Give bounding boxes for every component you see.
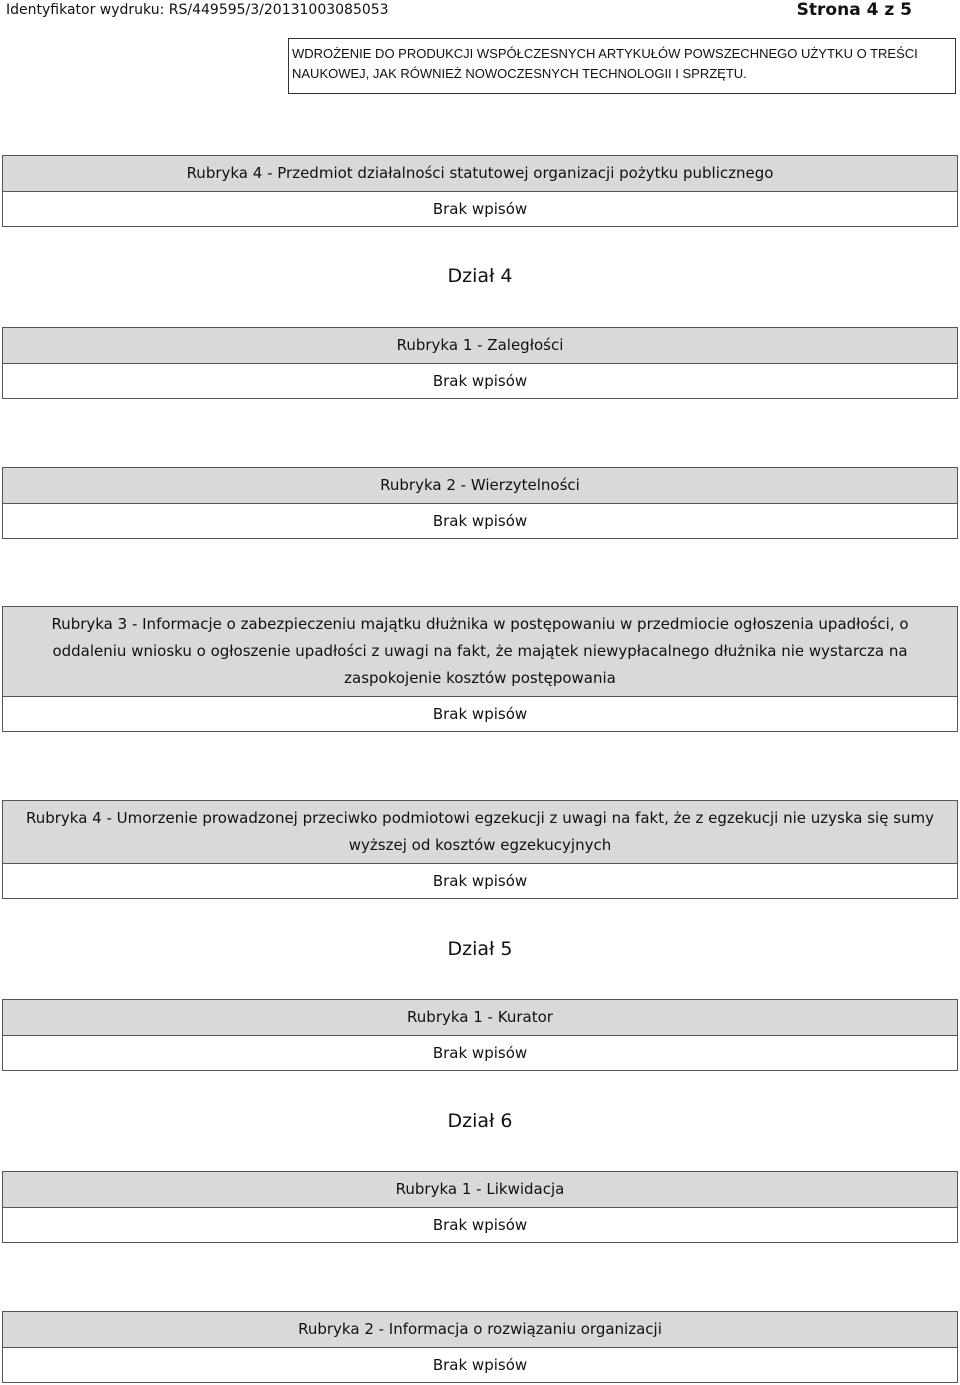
rubric-table [2,999,958,1071]
rubric-value: Brak wpisów [432,512,528,530]
rubric-table [2,467,958,539]
rubric-title: Rubryka 3 - Informacje o zabezpieczeniu majątku dłużnika w postępowaniu w przedmiocie ogłoszenia upadłości, o oddaleniu wniosku o ogłoszenie upadłości z uwagi na fakt, że majątek niewypłacalnego dłużnika nie wystarcza na zaspokojenie kosztów postępowania [3,607,957,697]
rubric-value: Brak wpisów [432,372,528,390]
rubric-title: Rubryka 4 - Umorzenie prowadzonej przeciwko podmiotowi egzekucji z uwagi na fakt, że z egzekucji nie uzyska się sumy wyższej od kosztów egzekucyjnych [3,801,957,864]
rubric-table [2,327,958,399]
rubric-title: Rubryka 1 - Kurator [3,1000,957,1036]
section-heading: Dział 5 [447,938,513,960]
rubric-title: Rubryka 2 - Informacja o rozwiązaniu organizacji [3,1312,957,1348]
rubric-value: Brak wpisów [432,1216,528,1234]
rubric-title: Rubryka 1 - Zaległości [3,328,957,364]
section-heading: Dział 6 [447,1110,513,1132]
page-number: Strona 4 z 5 [796,0,912,20]
rubric-table [2,155,958,227]
object-of-activity-box: WDROŻENIE DO PRODUKCJI WSPÓŁCZESNYCH ARTYKUŁÓW POWSZECHNEGO UŻYTKU O TREŚCI NAUKOWEJ, JAK RÓWNIEŻ NOWOCZESNYCH TECHNOLOGII I SPRZĘTU. [288,38,956,94]
rubric-title: Rubryka 1 - Likwidacja [3,1172,957,1208]
section-heading: Dział 4 [447,265,513,287]
rubric-value: Brak wpisów [432,200,528,218]
rubric-table [2,606,958,732]
rubric-table [2,800,958,899]
rubric-table [2,1311,958,1383]
print-identifier: Identyfikator wydruku: RS/449595/3/20131003085053 [6,2,389,18]
rubric-value: Brak wpisów [432,1356,528,1374]
rubric-value: Brak wpisów [432,872,528,890]
rubric-table [2,1171,958,1243]
rubric-title: Rubryka 4 - Przedmiot działalności statutowej organizacji pożytku publicznego [3,156,957,192]
rubric-value: Brak wpisów [432,705,528,723]
rubric-title: Rubryka 2 - Wierzytelności [3,468,957,504]
rubric-value: Brak wpisów [432,1044,528,1062]
